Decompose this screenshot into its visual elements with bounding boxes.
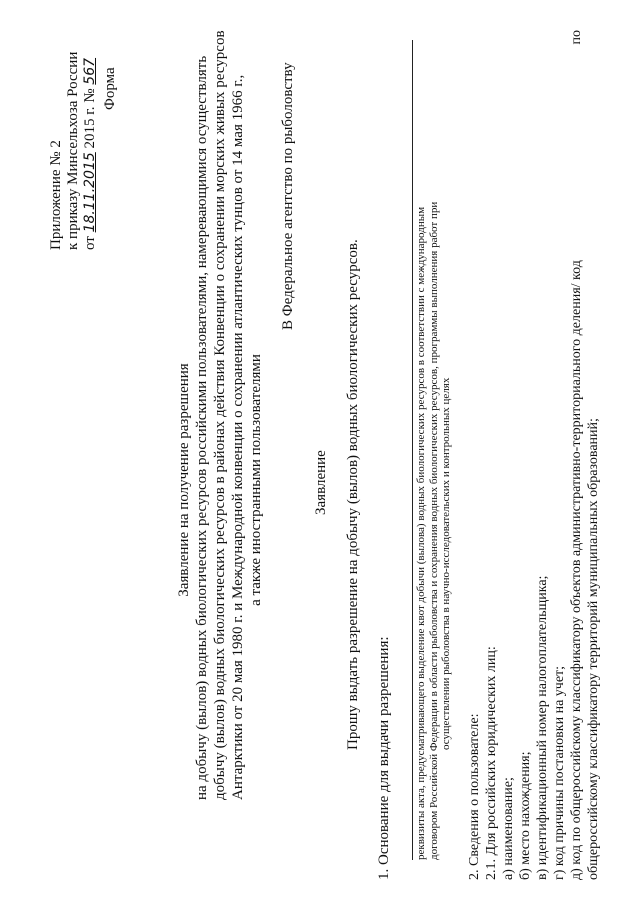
user-info-line: б) место нахождения; — [518, 751, 533, 880]
fill-in-rule — [412, 40, 413, 860]
user-info-line: общероссийскому классификатору территорий муниципальных образований; — [586, 418, 601, 880]
application-title — [175, 30, 265, 800]
title-line: на добычу (вылов) водных биологических ресурсов российскими пользователями, намеревающимися осуществлять — [194, 55, 210, 800]
requisites-line: договором Российской Федерации в области рыболовства и сохранения водных биологических ресурсов, программы выполнения работ при — [427, 201, 440, 860]
title-line: а также иностранными пользователями — [248, 354, 264, 606]
handwritten-order-number: 567 — [82, 57, 98, 85]
title-line: добычу (вылов) водных биологических ресурсов в районах действия Конвенции о сохранении морских живых ресурсов — [212, 30, 228, 800]
title-line: Заявление на получение разрешения — [176, 363, 192, 597]
document-sheet-rotated — [20, 30, 620, 890]
form-label: Форма — [102, 67, 118, 110]
item-d-text: д) код по общероссийскому классификатору объектов административно-территориального деления/ код — [569, 260, 584, 880]
statement-heading: Заявление — [313, 450, 329, 515]
requisites-line: осуществлении рыболовства в научно-исследовательских и контрольных целях — [440, 377, 452, 750]
basis-heading: 1. Основание для выдачи разрешения: — [376, 636, 392, 880]
user-info-line: а) наименование; — [501, 777, 516, 880]
requisites-line: реквизиты акта, предусматривающего выделение квот добычи (вылова) водных биологических ресурсов в соответствии с международным — [415, 206, 427, 860]
appendix-number: Приложение № 2 — [48, 140, 64, 250]
appendix-order-ref: к приказу Минсельхоза России — [65, 51, 81, 250]
addressee-agency: В Федеральное агентство по рыболовству — [280, 62, 296, 330]
item-d-tail: по — [569, 30, 584, 45]
appendix-header — [48, 52, 99, 250]
appendix-year-number-label: 2015 г. № — [82, 88, 98, 149]
handwritten-date: 18.11.2015 — [82, 152, 98, 233]
user-info-line: 2.1. Для российских юридических лиц: — [484, 646, 499, 880]
appendix-from-label: от — [82, 236, 98, 250]
user-info-section — [466, 30, 602, 880]
requisites-hint — [415, 202, 453, 860]
user-info-line: 2. Сведения о пользователе: — [467, 713, 482, 880]
title-line: Антарктики от 20 мая 1980 г. и Международной конвенции о сохранении атлантических тунцов от 14 мая 1966 г., — [230, 74, 246, 800]
user-info-line: г) код причины постановки на учет; — [552, 665, 567, 880]
user-info-item-d — [568, 30, 585, 880]
appendix-date-line — [82, 52, 99, 250]
user-info-line: в) идентификационный номер налогоплательщика; — [535, 575, 550, 880]
request-text: Прошу выдать разрешение на добычу (вылов) водных биологических ресурсов. — [345, 239, 361, 750]
